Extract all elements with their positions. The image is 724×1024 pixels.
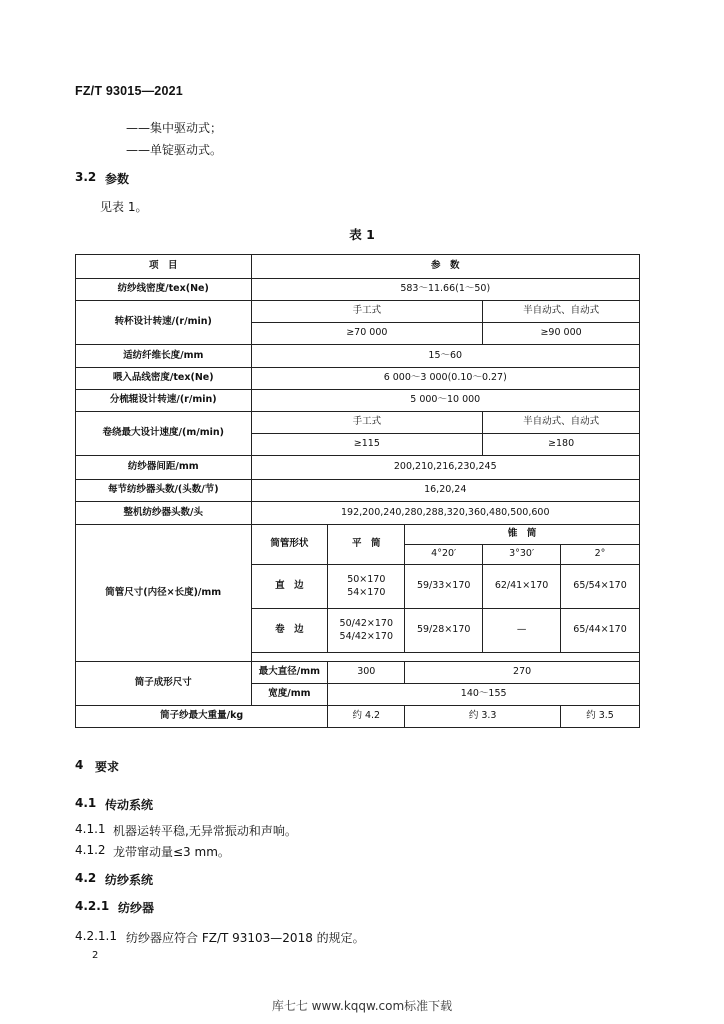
cell-value: ≥90 000 <box>483 323 640 345</box>
page-number: 2 <box>92 950 99 961</box>
cell-value: 半自动式、自动式 <box>483 301 640 323</box>
column-header-item: 项 目 <box>76 255 252 279</box>
cell-value: 约 3.3 <box>405 706 561 728</box>
row-label: 筒管尺寸(内径×长度)/mm <box>76 525 252 662</box>
cell-value <box>328 565 405 609</box>
list-item: ——单锭驱动式。 <box>126 143 223 157</box>
cell-line: 54×170 <box>347 586 386 598</box>
cell-value: 6 000～3 000(0.10～0.27) <box>251 368 640 390</box>
cell-line: 54/42×170 <box>339 630 394 642</box>
cell-value: 59/33×170 <box>405 565 483 609</box>
cell-value: 15～60 <box>251 345 640 368</box>
cell-value: 约 4.2 <box>328 706 405 728</box>
cell-value: 宽度/mm <box>251 684 328 706</box>
cell-value: ≥115 <box>251 434 483 456</box>
cell-value: 半自动式、自动式 <box>483 412 640 434</box>
cell-value: 5 000～10 000 <box>251 390 640 412</box>
cell-value: 卷 边 <box>251 609 328 653</box>
row-label: 纺纱器间距/mm <box>76 456 252 480</box>
cell-value: 59/28×170 <box>405 609 483 653</box>
clause-number: 4.1.1 <box>75 822 106 836</box>
cell-value: 平 筒 <box>328 525 405 565</box>
cell-value: 锥 筒 <box>405 525 640 545</box>
row-label: 筒子纱最大重量/kg <box>76 706 328 728</box>
cell-value: — <box>483 609 561 653</box>
cell-value: 4°20′ <box>405 545 483 565</box>
cell-value: 200,210,216,230,245 <box>251 456 640 480</box>
section-title: 传动系统 <box>105 798 154 812</box>
cell-value: 270 <box>405 662 640 684</box>
cell-value: 2° <box>561 545 640 565</box>
cell-value: 筒管形状 <box>251 525 328 565</box>
table-title: 表 1 <box>349 227 375 242</box>
paragraph: 见表 1。 <box>100 200 148 214</box>
clause-text: 龙带窜动量≤3 mm。 <box>113 845 230 859</box>
parameter-table <box>75 254 640 728</box>
cell-value: 65/54×170 <box>561 565 640 609</box>
row-label: 整机纺纱器头数/头 <box>76 502 252 525</box>
section-number: 4 <box>75 758 84 772</box>
row-label: 转杯设计转速/(r/min) <box>76 301 252 345</box>
section-number: 4.2.1 <box>75 899 110 913</box>
cell-value: 16,20,24 <box>251 480 640 502</box>
cell-value: 192,200,240,280,288,320,360,480,500,600 <box>251 502 640 525</box>
cell-value: 手工式 <box>251 301 483 323</box>
cell-value: 65/44×170 <box>561 609 640 653</box>
watermark-footer: 库七七 www.kqqw.com标准下载 <box>271 999 453 1013</box>
column-header-param: 参 数 <box>251 255 640 279</box>
cell-value: 手工式 <box>251 412 483 434</box>
clause-text: 纺纱器应符合 FZ/T 93103—2018 的规定。 <box>126 931 365 945</box>
cell-value: 最大直径/mm <box>251 662 328 684</box>
document-header: FZ/T 93015—2021 <box>75 84 183 98</box>
cell-value: 62/41×170 <box>483 565 561 609</box>
row-label: 卷绕最大设计速度/(m/min) <box>76 412 252 456</box>
clause-number: 4.2.1.1 <box>75 929 117 943</box>
section-title: 纺纱器 <box>118 901 155 915</box>
section-number: 3.2 <box>75 170 97 184</box>
section-title: 参数 <box>105 172 130 186</box>
row-label: 筒子成形尺寸 <box>76 662 252 706</box>
row-label: 适纺纤维长度/mm <box>76 345 252 368</box>
cell-value: 直 边 <box>251 565 328 609</box>
section-title: 要求 <box>95 760 120 774</box>
row-label: 每节纺纱器头数/(头数/节) <box>76 480 252 502</box>
cell-value <box>328 609 405 653</box>
spacer-cell <box>251 653 640 662</box>
cell-value: 约 3.5 <box>561 706 640 728</box>
cell-value: ≥180 <box>483 434 640 456</box>
row-label: 纺纱线密度/tex(Ne) <box>76 279 252 301</box>
cell-value: ≥70 000 <box>251 323 483 345</box>
section-title: 纺纱系统 <box>105 873 154 887</box>
clause-text: 机器运转平稳,无异常振动和声响。 <box>113 824 297 838</box>
row-label: 喂入品线密度/tex(Ne) <box>76 368 252 390</box>
list-item: ——集中驱动式； <box>126 121 223 135</box>
cell-value: 3°30′ <box>483 545 561 565</box>
clause-number: 4.1.2 <box>75 843 106 857</box>
row-label: 分梳辊设计转速/(r/min) <box>76 390 252 412</box>
cell-value: 583～11.66(1～50) <box>251 279 640 301</box>
cell-line: 50/42×170 <box>339 617 394 629</box>
cell-line: 50×170 <box>347 573 386 585</box>
section-number: 4.1 <box>75 796 97 810</box>
cell-value: 140～155 <box>328 684 640 706</box>
section-number: 4.2 <box>75 871 97 885</box>
cell-value: 300 <box>328 662 405 684</box>
